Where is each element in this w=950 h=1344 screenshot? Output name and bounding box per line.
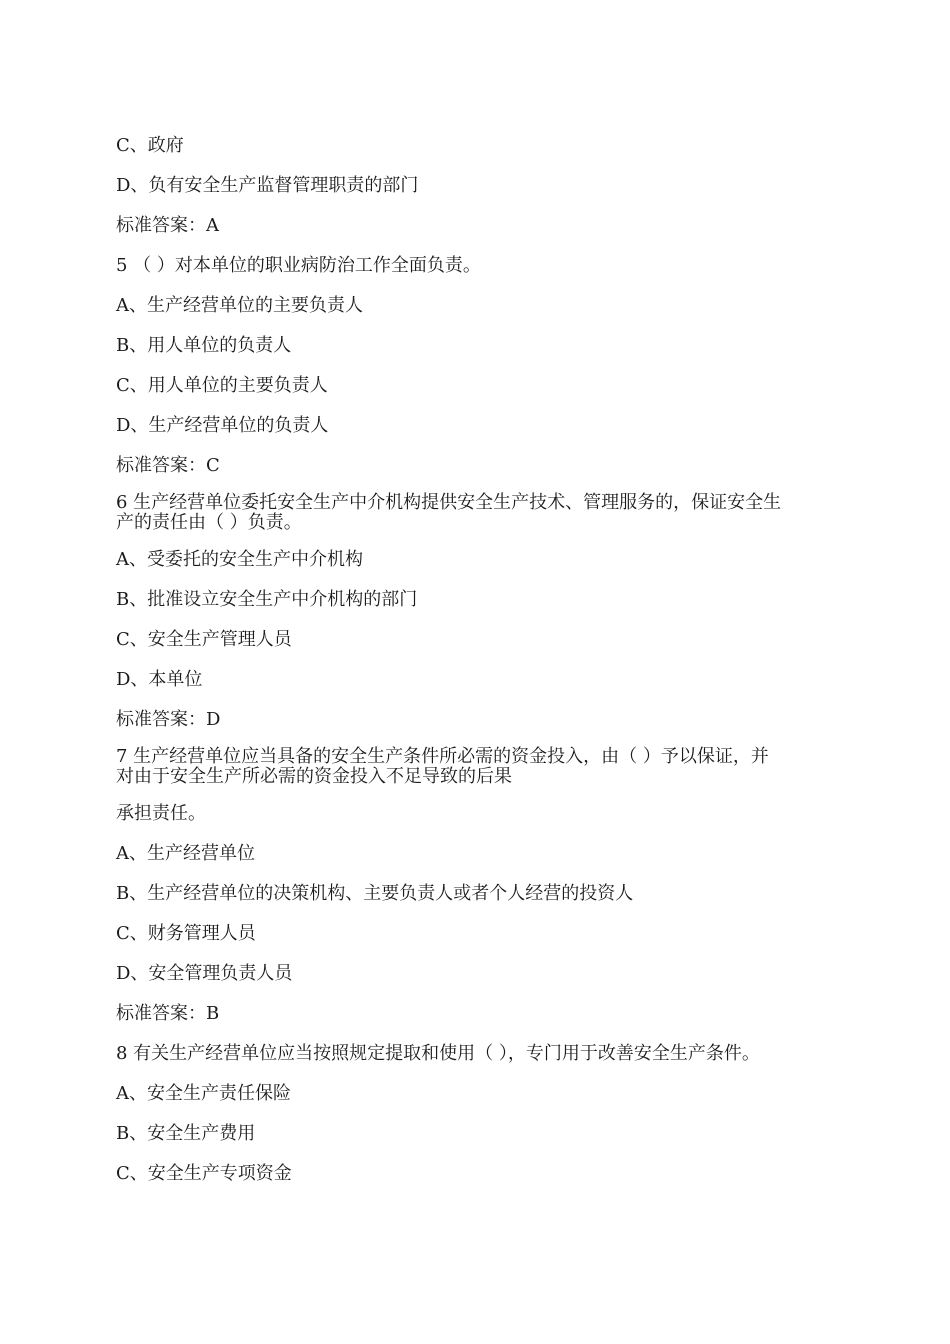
question-7-line-2: 对由于安全生产所必需的资金投入不足导致的后果 <box>116 766 512 787</box>
question-7-line-3: 承担责任。 <box>116 803 206 824</box>
q7-option-c: C、财务管理人员 <box>116 923 256 944</box>
q6-option-b: B、批准设立安全生产中介机构的部门 <box>116 589 418 610</box>
question-6-line-1: 6 生产经营单位委托安全生产中介机构提供安全生产技术、管理服务的，保证安全生 <box>116 492 782 513</box>
option-d: D、负有安全生产监督管理职责的部门 <box>116 175 419 196</box>
q6-option-a: A、受委托的安全生产中介机构 <box>116 549 363 570</box>
q7-answer: 标准答案：B <box>116 1003 220 1024</box>
q6-answer: 标准答案：D <box>116 709 221 730</box>
question-8: 8 有关生产经营单位应当按照规定提取和使用（ ），专门用于改善安全生产条件。 <box>116 1043 760 1064</box>
q7-option-a: A、生产经营单位 <box>116 843 255 864</box>
option-c: C、政府 <box>116 135 184 156</box>
q5-answer: 标准答案：C <box>116 455 220 476</box>
q8-option-b: B、安全生产费用 <box>116 1123 256 1144</box>
document-body <box>116 133 836 1187</box>
question-7-line-1: 7 生产经营单位应当具备的安全生产条件所必需的资金投入，由（ ）予以保证，并 <box>116 746 769 767</box>
q5-option-b: B、用人单位的负责人 <box>116 335 292 356</box>
q7-option-d: D、安全管理负责人员 <box>116 963 293 984</box>
question-6-line-2: 产的责任由（ ）负责。 <box>116 512 302 533</box>
q5-option-d: D、生产经营单位的负责人 <box>116 415 329 436</box>
standard-answer: 标准答案：A <box>116 215 219 236</box>
q5-option-a: A、生产经营单位的主要负责人 <box>116 295 363 316</box>
q8-option-a: A、安全生产责任保险 <box>116 1083 291 1104</box>
q5-option-c: C、用人单位的主要负责人 <box>116 375 328 396</box>
q8-option-c: C、安全生产专项资金 <box>116 1163 292 1184</box>
question-5: 5 （ ）对本单位的职业病防治工作全面负责。 <box>116 255 481 276</box>
q6-option-d: D、本单位 <box>116 669 203 690</box>
q7-option-b: B、生产经营单位的决策机构、主要负责人或者个人经营的投资人 <box>116 883 634 904</box>
q6-option-c: C、安全生产管理人员 <box>116 629 292 650</box>
